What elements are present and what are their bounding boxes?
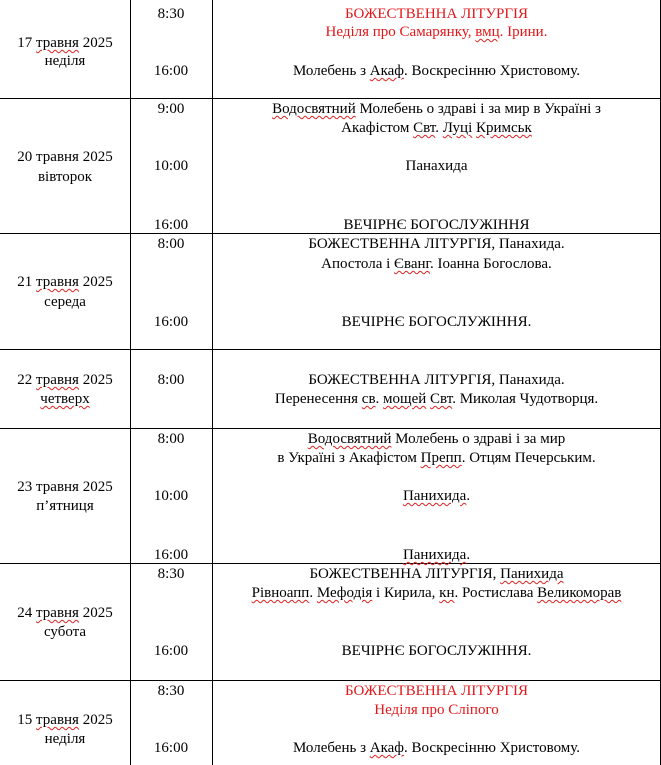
service-title: Панихида. (402, 547, 471, 563)
service-title: Панахида (405, 158, 468, 174)
time-cell: 16:00 (153, 63, 189, 79)
time-cell: 16:00 (153, 643, 189, 659)
weekday-cell: вівторок (37, 169, 93, 185)
service-title: БОЖЕСТВЕННА ЛІТУРГІЯ (344, 6, 529, 22)
service-note: Апостола і Єванг. Іоанна Богослова. (321, 256, 552, 272)
time-cell: 16:00 (153, 314, 189, 330)
service-note: Неділя про Самарянку, вмц. Ірини. (325, 24, 548, 40)
weekday-cell: неділя (44, 731, 86, 747)
row-divider (0, 680, 661, 681)
service-note: Акафістом Свт. Луці Кримськ (341, 120, 532, 136)
time-cell: 8:30 (157, 566, 185, 582)
service-title: БОЖЕСТВЕННА ЛІТУРГІЯ, Панахида. (308, 372, 565, 388)
weekday-cell: п’ятниця (36, 498, 94, 514)
service-title: БОЖЕСТВЕННА ЛІТУРГІЯ (344, 683, 529, 699)
service-title: Водосвятний Молебень о здраві і за мир (307, 431, 566, 447)
service-note: в Україні з Акафістом Препп. Отцям Печерським. (277, 450, 596, 466)
row-divider (0, 428, 661, 429)
service-title: Водосвятний Молебень о здраві і за мир в Україні з (272, 101, 601, 117)
service-title: ВЕЧІРНЄ БОГОСЛУЖІННЯ. (341, 314, 532, 330)
date-cell: 17 травня 2025 (17, 35, 113, 51)
service-title: Панихида. (402, 488, 471, 504)
service-title: Молебень з Акаф. Воскресінню Христовому. (292, 740, 581, 756)
time-cell: 8:00 (157, 236, 185, 252)
service-note: Рівноапп. Мефодія і Кирила, кн. Ростислава Великоморав (251, 585, 622, 601)
time-cell: 16:00 (153, 740, 189, 756)
weekday-cell: четверх (40, 391, 90, 407)
row-divider (0, 349, 661, 350)
date-cell: 20 травня 2025 (17, 149, 113, 165)
weekday-cell: субота (43, 624, 87, 640)
time-cell: 16:00 (153, 547, 189, 563)
date-cell: 22 травня 2025 (17, 372, 113, 388)
service-title: ВЕЧІРНЄ БОГОСЛУЖІННЯ. (341, 643, 532, 659)
service-title: БОЖЕСТВЕННА ЛІТУРГІЯ, Панихида (309, 566, 564, 582)
service-title: БОЖЕСТВЕННА ЛІТУРГІЯ, Панахида. (308, 236, 565, 252)
date-cell: 21 травня 2025 (17, 274, 113, 290)
time-cell: 16:00 (153, 217, 189, 233)
date-cell: 24 травня 2025 (17, 605, 113, 621)
time-cell: 8:30 (157, 6, 185, 22)
service-title: Молебень з Акаф. Воскресінню Христовому. (292, 63, 581, 79)
service-note: Неділя про Сліпого (374, 702, 499, 718)
time-cell: 9:00 (157, 101, 185, 117)
date-cell: 15 травня 2025 (17, 712, 113, 728)
time-cell: 8:00 (157, 431, 185, 447)
service-note: Перенесення св. мощей Свт. Миколая Чудотворця. (274, 391, 599, 407)
time-cell: 10:00 (153, 488, 189, 504)
time-cell: 10:00 (153, 158, 189, 174)
row-divider (0, 98, 661, 99)
date-cell: 23 травня 2025 (17, 479, 113, 495)
weekday-cell: неділя (44, 53, 86, 69)
time-cell: 8:30 (157, 683, 185, 699)
weekday-cell: середа (44, 294, 86, 310)
time-cell: 8:00 (157, 372, 185, 388)
service-title: ВЕЧІРНЄ БОГОСЛУЖІННЯ (343, 217, 530, 233)
